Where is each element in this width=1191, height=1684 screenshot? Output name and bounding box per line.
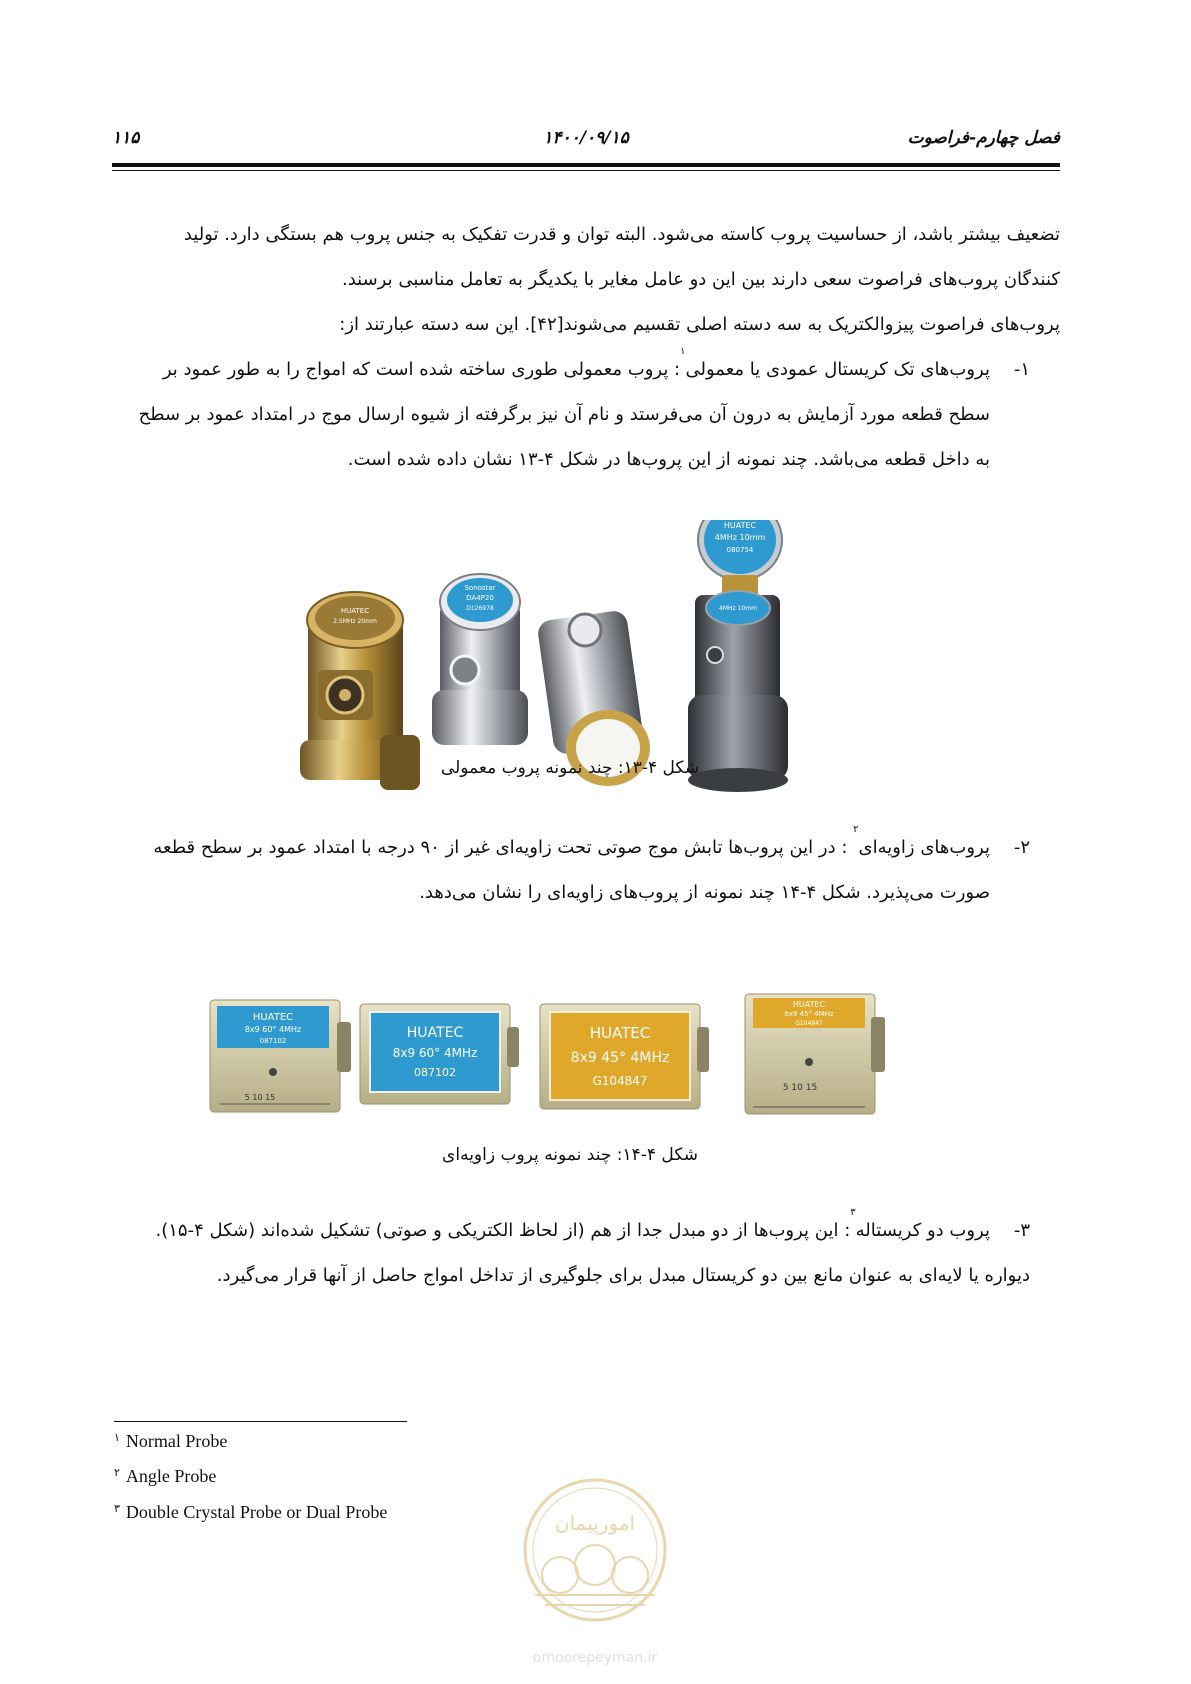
angle-probe-4-brand: HUATEC	[792, 1000, 826, 1009]
angle-probe-4-spec: 8x9 45° 4MHz	[784, 1010, 834, 1018]
item2-line1-rest: : در این پروب‌ها تابش موج صوتی تحت زاویه‌ای غیر از ۹۰ درجه با امتداد عمود بر سطح قطعه	[153, 837, 854, 858]
footnote-1-number: ۱	[114, 1432, 120, 1444]
angle-probe-3-serial: G104847	[592, 1074, 648, 1088]
angle-probe-3-spec: 8x9 45° 4MHz	[570, 1050, 670, 1066]
item2-footnote-ref[interactable]: ۲	[853, 824, 859, 835]
para2: پروب‌های فراصوت پیزوالکتریک به سه دسته اصلی تقسیم می‌شوند[۴۲]. این سه دسته عبارتند از:	[339, 314, 1060, 335]
item1-marker: ۱-	[1013, 359, 1030, 380]
page-header	[112, 128, 1060, 156]
steel-probe-serial: D126978	[466, 605, 494, 612]
angle-probe-2	[360, 1004, 519, 1104]
item2-line2: صورت می‌پذیرد. شکل ۴-۱۴ چند نمونه از پروب‌های زاویه‌ای را نشان می‌دهد.	[419, 882, 990, 903]
header-date: ۱۴۰۰/۰۹/۱۵	[543, 128, 629, 148]
tall-probe-serial: 080754	[726, 546, 754, 554]
footnote-2	[114, 1466, 216, 1487]
huatec-tall-probe	[688, 520, 788, 792]
item3-line1-rest: : این پروب‌ها از دو مبدل جدا از هم (از لحاظ الکتریکی و صوتی) تشکیل شده‌اند (شکل ۴-۱۵).	[155, 1220, 851, 1241]
item3-line1	[112, 1208, 990, 1253]
para1-line2: کنندگان پروب‌های فراصوت سعی دارند بین این دو عامل مغایر با یکدیگر به تعامل مناسبی برسند.	[341, 269, 1060, 290]
footnote-2-number: ۲	[114, 1467, 120, 1479]
item2-marker: ۲-	[1013, 837, 1030, 858]
item1-line3: به داخل قطعه می‌باشد. چند نمونه از این پروب‌ها در شکل ۴-۱۳ نشان داده شده است.	[347, 449, 990, 470]
figure-14-caption: شکل ۴-۱۴: چند نمونه پروب زاویه‌ای	[442, 1145, 698, 1165]
watermark-url: omoorepeyman.ir	[532, 1650, 658, 1666]
angle-probe-2-serial: 087102	[414, 1066, 456, 1079]
angle-probe-4-serial: G104847	[795, 1020, 823, 1027]
angle-probe-1-scale: 5 10 15	[244, 1093, 276, 1102]
angle-probe-4	[745, 994, 885, 1114]
item3-line2: دیواره یا لایه‌ای به عنوان مانع بین دو کریستال مبدل برای جلوگیری از تداخل امواج حاصل از آنها قرار می‌گیرد.	[216, 1265, 1030, 1286]
figure-13-caption: شکل ۴-۱۳: چند نمونه پروب معمولی	[440, 758, 700, 778]
tall-probe-brand: HUATEC	[723, 521, 757, 530]
item1-line1	[112, 347, 990, 392]
brass-probe-spec: 2.5MHz 20mm	[333, 618, 377, 625]
chapter-title: فصل چهارم-فراصوت	[907, 128, 1060, 148]
item1-lead: پروب‌های تک کریستال عمودی یا معمولی	[685, 359, 990, 380]
footnote-rule	[114, 1421, 407, 1422]
angle-probes-illustration	[205, 992, 945, 1122]
steel-probe-brand: Sonostar	[464, 584, 496, 592]
footnote-3	[114, 1502, 387, 1523]
page-number: ۱۱۵	[112, 128, 140, 148]
steel-probe	[432, 574, 528, 745]
angle-probe-3	[540, 1004, 709, 1109]
angle-probe-2-spec: 8x9 60° 4MHz	[392, 1046, 478, 1060]
item2-lead: پروب‌های زاویه‌ای	[858, 837, 990, 858]
item1-line1-rest: : پروب معمولی طوری ساخته شده است که امواج را به طور عمود بر	[162, 359, 681, 380]
angle-probe-1-serial: 087102	[259, 1037, 287, 1045]
angle-probe-1-brand: HUATEC	[252, 1012, 294, 1023]
tall-probe-face-label: 4MHz 10mm	[719, 605, 757, 612]
watermark-emblem	[505, 1470, 685, 1670]
angle-probe-2-brand: HUATEC	[406, 1025, 464, 1041]
item3-lead: پروب دو کریستاله	[855, 1220, 990, 1241]
footnote-2-text: Angle Probe	[125, 1466, 217, 1486]
item2-line1	[112, 825, 990, 870]
header-rule-thick	[112, 163, 1060, 167]
angle-probe-1-spec: 8x9 60° 4MHz	[244, 1025, 302, 1034]
footnote-3-text: Double Crystal Probe or Dual Probe	[125, 1502, 388, 1522]
footnote-1-text: Normal Probe	[125, 1431, 228, 1451]
angle-probe-3-brand: HUATEC	[589, 1024, 651, 1042]
steel-probe-model: DA4P20	[466, 594, 494, 602]
tall-probe-spec: 4MHz 10mm	[714, 533, 766, 542]
watermark-logo	[505, 1470, 685, 1670]
figure-14-image	[205, 992, 945, 1122]
item3-marker: ۳-	[1013, 1220, 1030, 1241]
angle-probe-1	[210, 1000, 351, 1112]
item1-line2: سطح قطعه مورد آزمایش به درون آن می‌فرستد و نام آن نیز برگرفته از شیوه ارسال موج در امتداد عمود بر سطح	[138, 404, 990, 425]
footnote-1	[114, 1431, 227, 1452]
brass-probe-brand: HUATEC	[340, 607, 370, 615]
footnote-3-number: ۳	[114, 1503, 120, 1515]
item1-footnote-ref[interactable]: ۱	[680, 346, 686, 357]
item3-footnote-ref[interactable]: ۳	[850, 1207, 856, 1218]
header-rule-thin	[112, 170, 1060, 171]
angle-probe-4-scale: 5 10 15	[782, 1083, 818, 1093]
watermark-logo-text: امورپیمان	[554, 1511, 636, 1535]
para1-line1: تضعیف بیشتر باشد، از حساسیت پروب کاسته می‌شود. البته توان و قدرت تفکیک به جنس پروب هم بستگی دارد. تولید	[183, 224, 1060, 245]
